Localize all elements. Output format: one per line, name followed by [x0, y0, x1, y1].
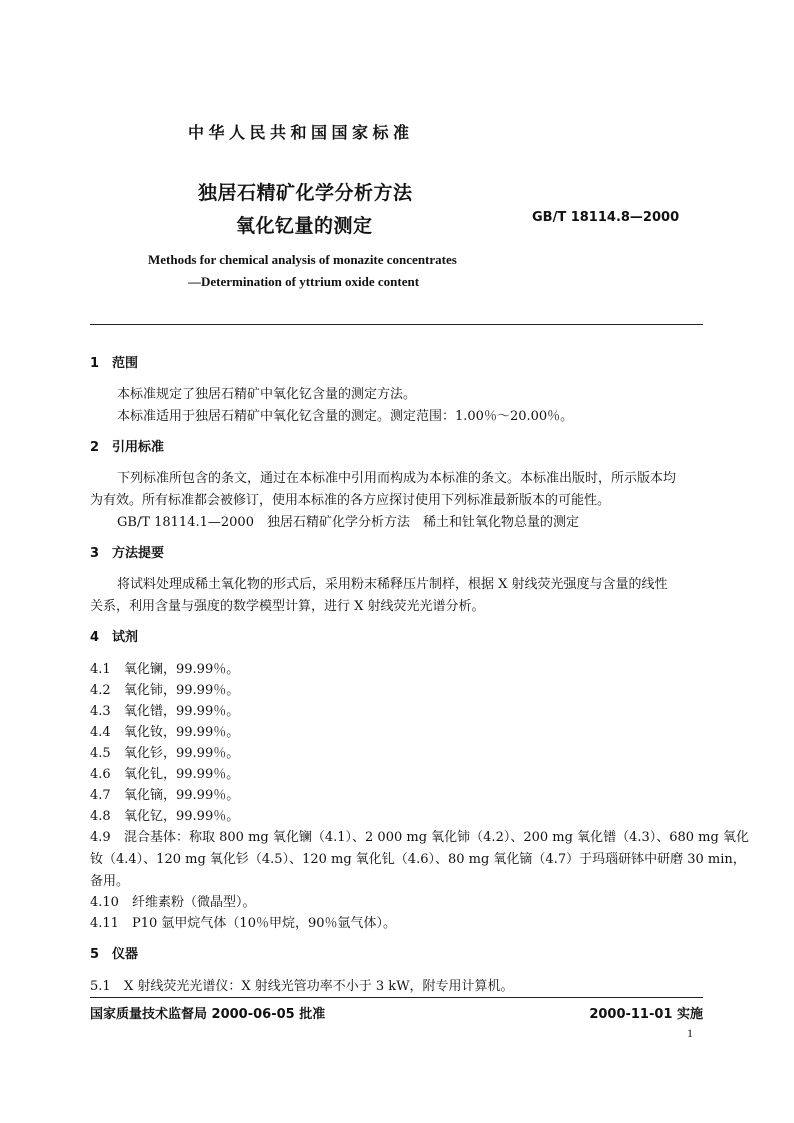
reagent-item — [90, 679, 239, 698]
standard-number: GB/T 18114.8—2000 — [532, 210, 680, 225]
instrument-item-5-1 — [90, 975, 514, 994]
section-5-heading: 5 仪器 — [90, 947, 139, 962]
item-number: 4.2 — [90, 683, 111, 698]
section-2-para-line-2: 为有效。所有标准都会被修订，使用本标准的各方应探讨使用下列标准最新版本的可能性。 — [90, 493, 611, 508]
reagent-item — [90, 658, 239, 677]
national-standard-heading: 中华人民共和国国家标准 — [188, 123, 414, 142]
item-number: 4.7 — [90, 788, 111, 803]
item-text: 氧化钇，99.99％。 — [124, 809, 240, 824]
header-divider — [90, 324, 703, 325]
reagent-item-4-11 — [90, 912, 396, 931]
english-title-line-1: Methods for chemical analysis of monazite concentrates — [148, 252, 457, 267]
section-3-para-line-2: 关系，利用含量与强度的数学模型计算，进行 X 射线荧光光谱分析。 — [90, 599, 485, 614]
item-text: 氧化镝，99.99％。 — [124, 788, 240, 803]
section-2-heading: 2 引用标准 — [90, 440, 165, 455]
section-3-para-line-1: 将试料处理成稀土氧化物的形式后，采用粉末稀释压片制样，根据 X 射线荧光强度与含量的线性 — [117, 577, 668, 592]
reagent-item-4-9-line-1 — [90, 826, 749, 845]
reagent-item-4-9-line-2: 钕（4.4）、120 mg 氧化钐（4.5）、120 mg 氧化钆（4.6）、80 mg 氧化镝（4.7）于玛瑙研钵中研磨 30 min， — [90, 852, 746, 867]
title-line-2: 氧化钇量的测定 — [236, 215, 373, 237]
approval-line: 国家质量技术监督局 2000-06-05 批准 — [90, 1007, 326, 1022]
reagent-item — [90, 763, 239, 782]
item-text: 氧化钕，99.99％。 — [124, 725, 240, 740]
item-text: 氧化钐，99.99％。 — [124, 746, 240, 761]
item-text: 纤维素粉（微晶型）。 — [132, 895, 256, 910]
section-1-para-1: 本标准规定了独居石精矿中氧化钇含量的测定方法。 — [117, 387, 417, 402]
section-2-para-line-1: 下列标准所包含的条文，通过在本标准中引用而构成为本标准的条文。本标准出版时，所示版本均 — [117, 471, 677, 486]
item-text: 氧化钆，99.99％。 — [124, 767, 240, 782]
section-1-heading: 1 范围 — [90, 356, 139, 371]
page-number: 1 — [687, 1026, 693, 1040]
item-text: 氧化铈，99.99％。 — [124, 683, 240, 698]
item-text: 混合基体：称取 800 mg 氧化镧（4.1）、2 000 mg 氧化铈（4.2）、200 mg 氧化镨（4.3）、680 mg 氧化 — [124, 830, 749, 845]
reagent-item — [90, 784, 239, 803]
item-number: 4.6 — [90, 767, 111, 782]
reagent-item-4-10 — [90, 891, 256, 910]
item-text: X 射线荧光光谱仪：X 射线光管功率不小于 3 kW，附专用计算机。 — [124, 979, 514, 994]
reagent-item — [90, 742, 239, 761]
item-number: 4.5 — [90, 746, 111, 761]
reagent-item — [90, 700, 239, 719]
referenced-standard: GB/T 18114.1—2000 独居石精矿化学分析方法 稀土和钍氧化物总量的测定 — [117, 515, 579, 530]
reagent-item — [90, 805, 239, 824]
item-text: 氧化镨，99.99％。 — [124, 704, 240, 719]
title-line-1: 独居石精矿化学分析方法 — [198, 182, 413, 204]
item-number: 4.4 — [90, 725, 111, 740]
item-number: 4.3 — [90, 704, 111, 719]
item-number: 4.1 — [90, 662, 111, 677]
item-text: P10 氩甲烷气体（10％甲烷，90％氩气体）。 — [132, 916, 397, 931]
implementation-date: 2000-11-01 实施 — [589, 1007, 703, 1022]
reagent-item — [90, 721, 239, 740]
section-3-heading: 3 方法提要 — [90, 546, 165, 561]
item-number: 4.8 — [90, 809, 111, 824]
footer-divider — [90, 997, 703, 998]
reagent-item-4-9-line-3: 备用。 — [90, 874, 130, 889]
item-number: 4.9 — [90, 830, 111, 845]
item-number: 5.1 — [90, 979, 111, 994]
english-title-line-2: —Determination of yttrium oxide content — [188, 274, 420, 289]
item-text: 氧化镧，99.99％。 — [124, 662, 240, 677]
item-number: 4.11 — [90, 916, 119, 931]
section-1-para-2: 本标准适用于独居石精矿中氧化钇含量的测定。测定范围：1.00％～20.00％。 — [117, 409, 574, 424]
item-number: 4.10 — [90, 895, 119, 910]
section-4-heading: 4 试剂 — [90, 630, 139, 645]
